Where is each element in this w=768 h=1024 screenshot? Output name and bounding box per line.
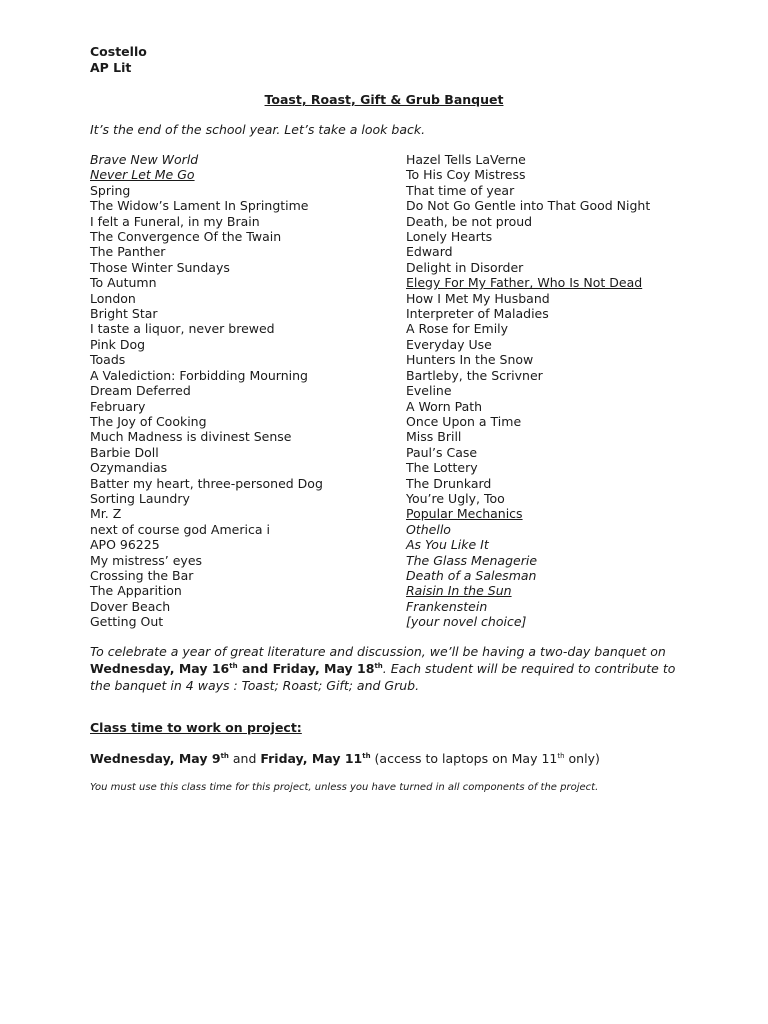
reading-list-item: Othello: [406, 521, 451, 537]
reading-list-item: Spring: [90, 182, 131, 198]
reading-list-item: A Valediction: Forbidding Mourning: [90, 367, 308, 383]
banquet-day-1-suffix: th: [229, 661, 238, 670]
reading-list-item: How I Met My Husband: [406, 290, 550, 306]
work-day-1: Wednesday, May 9: [90, 751, 221, 766]
reading-list-item: Raisin In the Sun: [406, 583, 512, 599]
reading-list-item: Bartleby, the Scrivner: [406, 367, 543, 383]
reading-list-item: The Glass Menagerie: [406, 552, 538, 568]
reading-list-item: The Lottery: [406, 460, 478, 476]
reading-list-item: The Joy of Cooking: [90, 413, 207, 429]
reading-list-item: I felt a Funeral, in my Brain: [90, 213, 260, 229]
reading-list-item: The Panther: [90, 244, 166, 260]
reading-list-item: The Drunkard: [406, 475, 492, 491]
work-day-1-suffix: th: [220, 751, 229, 760]
reading-list-item: Do Not Go Gentle into That Good Night: [406, 198, 651, 214]
reading-list-item: Elegy For My Father, Who Is Not Dead: [406, 275, 643, 291]
reading-list-item: Miss Brill: [406, 429, 462, 445]
reading-list-item: Paul’s Case: [406, 444, 478, 460]
celebrate-text-1: To celebrate a year of great literature and discussion, we’ll be having a two-day banquet on: [90, 644, 666, 659]
reading-list-item: Eveline: [406, 383, 452, 399]
reading-list-item: Dover Beach: [90, 598, 171, 614]
reading-list-item: Everyday Use: [406, 336, 492, 352]
banquet-day-1: Wednesday, May 16: [90, 661, 230, 676]
reading-list-item: I taste a liquor, never brewed: [90, 321, 275, 337]
work-day-2-suffix: th: [362, 751, 371, 760]
class-dates: [90, 751, 600, 766]
reading-list-item: Bright Star: [90, 306, 158, 322]
reading-list-item: You’re Ugly, Too: [406, 490, 505, 506]
author-name: Costello: [90, 44, 147, 59]
reading-list-item: [your novel choice]: [406, 614, 527, 630]
reading-list-item: next of course god America i: [90, 521, 270, 537]
reading-list-item: A Worn Path: [406, 398, 483, 414]
reading-list-item: Lonely Hearts: [406, 229, 493, 245]
reading-list-item: That time of year: [406, 182, 515, 198]
celebrate-text-2: . Each student will be required to contribute to the banquet in 4 ways : Toast; Roast; Gift; and Grub.: [90, 661, 676, 693]
celebrate-paragraph: [90, 643, 690, 694]
reading-list-item: Sorting Laundry: [90, 490, 190, 506]
document-title: Toast, Roast, Gift & Grub Banquet: [264, 92, 504, 107]
left-reading-list: [90, 152, 323, 630]
reading-list-item: A Rose for Emily: [406, 321, 509, 337]
reading-list-item: To His Coy Mistress: [406, 167, 526, 183]
banquet-day-2: and Friday, May 18: [237, 661, 375, 676]
reading-list-item: Dream Deferred: [90, 383, 191, 399]
reading-list-item: Never Let Me Go: [90, 167, 195, 183]
reading-list-item: Hazel Tells LaVerne: [406, 152, 526, 167]
reading-list-item: Once Upon a Time: [406, 413, 522, 429]
reading-list-item: Those Winter Sundays: [90, 259, 230, 275]
banquet-day-2-suffix: th: [374, 661, 383, 670]
reading-list-item: February: [90, 398, 146, 414]
class-time-heading: Class time to work on project:: [90, 720, 302, 735]
reading-list-item: As You Like It: [406, 537, 489, 553]
reading-list-item: Delight in Disorder: [406, 259, 524, 275]
reading-list-item: Frankenstein: [406, 598, 488, 614]
reading-list-item: The Apparition: [90, 583, 182, 599]
reading-list-item: Ozymandias: [90, 460, 168, 476]
laptop-note-end: only): [564, 751, 600, 766]
reading-list-item: Popular Mechanics: [406, 506, 523, 522]
reading-list-item: Death of a Salesman: [406, 567, 537, 583]
reading-list-item: Batter my heart, three-personed Dog: [90, 475, 323, 491]
reading-list-item: Toads: [90, 352, 126, 368]
reading-list-item: Interpreter of Maladies: [406, 306, 549, 322]
reading-list-item: Getting Out: [90, 614, 164, 630]
reading-list-item: Crossing the Bar: [90, 567, 194, 583]
dates-and: and: [228, 751, 261, 766]
right-reading-list: [406, 152, 650, 630]
reading-list-item: The Widow’s Lament In Springtime: [90, 198, 309, 214]
laptop-note: (access to laptops on May 11: [370, 751, 558, 766]
reading-list-item: My mistress’ eyes: [90, 552, 203, 568]
reading-list-item: Pink Dog: [90, 336, 146, 352]
reading-list-item: Brave New World: [90, 152, 199, 167]
course-name: AP Lit: [90, 60, 132, 75]
reading-list-item: Edward: [406, 244, 453, 260]
intro-text: It’s the end of the school year. Let’s take a look back.: [90, 122, 426, 137]
reading-list-item: Barbie Doll: [90, 444, 159, 460]
reading-list-item: Much Madness is divinest Sense: [90, 429, 292, 445]
reading-list-item: Death, be not proud: [406, 213, 533, 229]
reading-list-item: The Convergence Of the Twain: [90, 229, 282, 245]
document-header: [90, 44, 147, 76]
reading-list-item: To Autumn: [90, 275, 157, 291]
class-time-note: You must use this class time for this project, unless you have turned in all components of the project.: [90, 782, 599, 793]
work-day-2: Friday, May 11: [260, 751, 363, 766]
laptop-note-suffix: th: [557, 751, 565, 760]
reading-list-item: APO 96225: [90, 537, 160, 553]
reading-list-item: London: [90, 290, 136, 306]
reading-list-item: Mr. Z: [90, 506, 122, 522]
reading-list-item: Hunters In the Snow: [406, 352, 534, 368]
